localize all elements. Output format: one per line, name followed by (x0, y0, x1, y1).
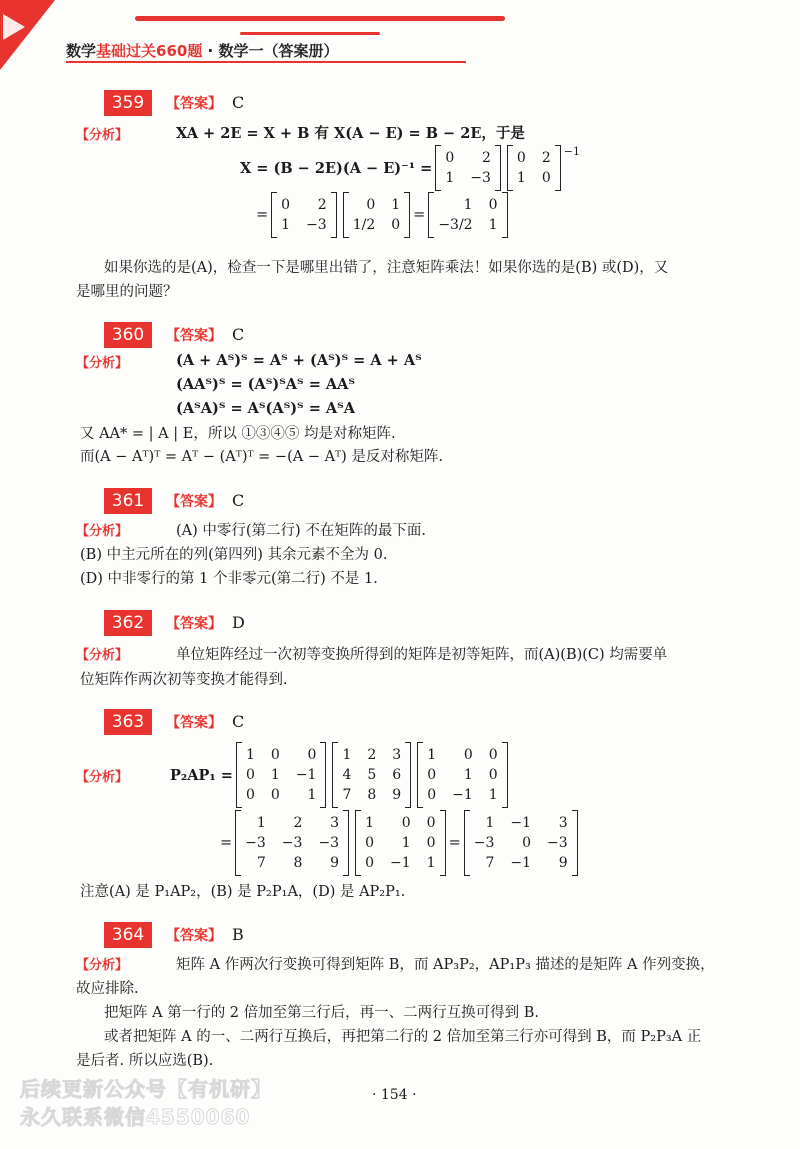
matrix (464, 810, 578, 876)
matrix-row (238, 814, 346, 832)
matrix-entry: 0 (488, 767, 498, 783)
matrix-entry: 0 (270, 787, 280, 803)
matrix-entry: 9 (392, 787, 402, 803)
matrix-entry: 4 (342, 767, 352, 783)
matrix (235, 810, 349, 876)
matrix-entry: 0 (488, 197, 498, 213)
matrix-entry: −3 (470, 170, 491, 186)
q360-line3: (AᵀA)ᵀ = Aᵀ(Aᵀ)ᵀ = AᵀA (176, 400, 355, 417)
analysis-label: 【分析】 (76, 524, 129, 539)
matrix (435, 145, 501, 191)
question-number-badge: 360 (104, 322, 152, 348)
matrix-row (420, 746, 504, 764)
matrix-row (239, 746, 323, 764)
matrix-entry: 0 (445, 150, 455, 166)
q361-line3: (D) 中非零行的第 1 个非零元(第二行) 不是 1. (80, 571, 378, 587)
matrix-entry: 3 (392, 747, 402, 763)
answer-label: 【答案】 (166, 616, 222, 632)
matrix-entry: 0 (426, 815, 436, 831)
question-360-heading (104, 322, 244, 348)
q360-line1: (A + Aᵀ)ᵀ = Aᵀ + (Aᵀ)ᵀ = A + Aᵀ (176, 352, 422, 369)
matrix-row (346, 216, 407, 234)
equals-sign: = (448, 835, 461, 851)
matrix-entry: −1 (510, 815, 531, 831)
running-header (66, 40, 338, 61)
header-title-book: 基础过关660题 (96, 42, 203, 60)
matrix-entry: 0 (365, 855, 374, 871)
matrix-row (438, 149, 498, 167)
answer-label: 【答案】 (166, 494, 222, 510)
q363-line1 (170, 742, 511, 808)
equals-sign: = (220, 835, 233, 851)
q359-paragraph-2: 是哪里的问题？ (76, 284, 178, 300)
matrix-row (438, 169, 498, 187)
matrix-entry: 0 (488, 747, 498, 763)
matrix-entry: 1 (391, 197, 401, 213)
matrix-entry: −1 (390, 855, 411, 871)
question-359-heading (104, 90, 244, 116)
matrix-entry: 0 (516, 150, 526, 166)
question-363-heading (104, 709, 244, 735)
header-title-volume: · 数学一（答案册） (202, 42, 339, 60)
question-number-badge: 359 (104, 90, 152, 116)
matrix-entry: 1 (256, 815, 266, 831)
q361-line1: (A) 中零行(第二行) 不在矩阵的最下面. (176, 523, 426, 539)
question-number-badge: 364 (104, 922, 152, 948)
matrix-entry: 1 (445, 170, 455, 186)
matrix-entry: 0 (401, 815, 411, 831)
matrix-entry: 8 (367, 787, 377, 803)
matrix-entry: 1 (426, 855, 436, 871)
matrix-entry: 1 (245, 747, 255, 763)
q361-line2: (B) 中主元所在的列(第四列) 其余元素不全为 0. (80, 547, 388, 563)
matrix-entry: −1 (452, 787, 473, 803)
matrix-row (335, 746, 408, 764)
answer-label: 【答案】 (166, 928, 222, 944)
matrix-entry: 2 (541, 150, 551, 166)
matrix-entry: −3/2 (438, 217, 473, 233)
matrix-entry: −3 (281, 835, 303, 851)
matrix-entry: −1 (295, 767, 317, 783)
matrix-row (420, 786, 504, 804)
matrix (236, 742, 326, 808)
matrix-row (431, 196, 504, 214)
analysis-label: 【分析】 (76, 128, 129, 143)
matrix (355, 810, 445, 876)
matrix-row (510, 169, 558, 187)
q360-line4: 又 AA* = | A | E，所以 ①③④⑤ 均是对称矩阵. (80, 426, 396, 442)
matrix-entry: −3 (473, 835, 495, 851)
matrix-entry: 0 (245, 787, 255, 803)
matrix-entry: 2 (367, 747, 377, 763)
matrix (271, 192, 337, 238)
equals-sign: = (256, 207, 269, 223)
matrix-entry: −3 (547, 835, 568, 851)
question-number-badge: 361 (104, 488, 152, 514)
matrix-row (420, 766, 504, 784)
matrix-row (358, 854, 442, 872)
answer-label: 【答案】 (166, 715, 222, 731)
matrix-entry: 0 (541, 170, 551, 186)
matrix-entry: −3 (245, 835, 266, 851)
matrix-row (239, 766, 323, 784)
matrix (428, 192, 507, 238)
question-362-heading (104, 610, 245, 636)
matrix-entry: 1 (401, 835, 411, 851)
answer-value: C (232, 93, 245, 112)
q359-line1: XA + 2E = X + B 有 X(A − E) = B − 2E，于是 (176, 125, 525, 142)
matrix-entry: 0 (366, 197, 376, 213)
matrix-entry: 0 (307, 747, 317, 763)
matrix-entry: 7 (256, 855, 266, 871)
analysis-label: 【分析】 (76, 770, 129, 785)
matrix (343, 192, 410, 238)
q364-line4: 或者把矩阵 A 的一、二两行互换后，再把第二行的 2 倍加至第三行亦可得到 B，而 P₂P₃A 正 (104, 1029, 702, 1045)
matrix-row (238, 854, 346, 872)
matrix-entry: 1 (307, 787, 317, 803)
equals-sign: = (413, 207, 426, 223)
matrix-entry: 1 (427, 747, 437, 763)
answer-label: 【答案】 (166, 328, 222, 344)
q359-line2 (240, 145, 580, 191)
page-number: · 154 · (372, 1087, 417, 1103)
matrix-entry: 1 (488, 787, 498, 803)
matrix-entry: 7 (342, 787, 352, 803)
matrix-entry: 1 (270, 767, 280, 783)
matrix-entry: 1 (342, 747, 352, 763)
question-361-heading (104, 488, 244, 514)
matrix-entry: −3 (306, 217, 327, 233)
question-364-heading (104, 922, 244, 948)
q363-note: 注意(A) 是 P₁AP₂，(B) 是 P₂P₁A，(D) 是 AP₂P₁. (80, 884, 406, 900)
q364-line5: 是后者. 所以应选(B). (76, 1053, 214, 1069)
matrix-row (467, 814, 575, 832)
matrix-entry: 7 (485, 855, 495, 871)
matrix-row (510, 149, 558, 167)
header-rule (66, 61, 466, 63)
matrix-entry: 2 (317, 197, 327, 213)
q359-paragraph-1: 如果你选的是(A)，检查一下是哪里出错了，注意矩阵乘法！如果你选的是(B) 或(D)，又 (104, 260, 669, 276)
matrix-entry: 0 (270, 747, 280, 763)
q362-line1: 单位矩阵经过一次初等变换所得到的矩阵是初等矩阵，而(A)(B)(C) 均需要单 (176, 647, 668, 663)
q360-line5: 而(A − Aᵀ)ᵀ = Aᵀ − (Aᵀ)ᵀ = −(A − Aᵀ) 是反对称矩阵. (80, 449, 444, 465)
question-number-badge: 363 (104, 709, 152, 735)
header-title-part: 数学 (66, 42, 97, 60)
question-number-badge: 362 (104, 610, 152, 636)
matrix-entry: 8 (293, 855, 303, 871)
q363-lhs: P₂AP₁ = (170, 766, 233, 784)
play-icon (3, 14, 25, 40)
matrix-entry: 1 (488, 217, 498, 233)
q364-line1: 矩阵 A 作两次行变换可得到矩阵 B，而 AP₃P₂，AP₁P₃ 描述的是矩阵 A 作列变换， (176, 957, 715, 973)
matrix (507, 145, 561, 191)
matrix-entry: 3 (330, 815, 340, 831)
q364-line3: 把矩阵 A 第一行的 2 倍加至第三行后，再一、二两行互换可得到 B. (104, 1005, 540, 1021)
matrix-row (239, 786, 323, 804)
matrix (417, 742, 507, 808)
matrix-row (335, 786, 408, 804)
matrix-entry: 0 (427, 767, 437, 783)
matrix-entry: 0 (426, 835, 436, 851)
matrix (332, 742, 411, 808)
answer-value: B (232, 925, 244, 944)
matrix-row (274, 196, 334, 214)
analysis-label: 【分析】 (76, 958, 129, 973)
q364-line2: 故应排除. (76, 981, 139, 997)
matrix-entry: 0 (281, 197, 291, 213)
answer-value: C (232, 325, 245, 344)
matrix-entry: 1 (485, 815, 495, 831)
matrix-entry: 0 (463, 747, 473, 763)
matrix-entry: 1 (281, 217, 291, 233)
matrix-entry: 0 (391, 217, 401, 233)
matrix-entry: 0 (427, 787, 437, 803)
analysis-label: 【分析】 (76, 356, 129, 371)
matrix-row (238, 834, 346, 852)
matrix-entry: 0 (522, 835, 531, 851)
header-stripe (135, 16, 505, 21)
matrix-entry: 1 (516, 170, 526, 186)
matrix-entry: −3 (318, 835, 340, 851)
matrix-row (346, 196, 407, 214)
matrix-row (467, 834, 575, 852)
q360-line2: (AAᵀ)ᵀ = (Aᵀ)ᵀAᵀ = AAᵀ (176, 376, 355, 393)
matrix-entry: 1 (365, 815, 374, 831)
q363-line2 (220, 810, 581, 876)
q359-lhs: X = (B − 2E)(A − E)⁻¹ = (240, 159, 433, 177)
matrix-row (467, 854, 575, 872)
matrix-entry: 6 (392, 767, 402, 783)
header-stripe-short (240, 32, 380, 35)
matrix-row (274, 216, 334, 234)
q359-line3 (256, 192, 511, 238)
matrix-entry: 5 (367, 767, 377, 783)
matrix-entry: 1 (463, 767, 473, 783)
matrix-entry: 1/2 (352, 217, 376, 233)
matrix-row (335, 766, 408, 784)
answer-value: C (232, 712, 245, 731)
matrix-entry: 9 (558, 855, 568, 871)
matrix-row (431, 216, 504, 234)
matrix-entry: 2 (293, 815, 303, 831)
matrix-entry: 3 (558, 815, 568, 831)
watermark-line-1: 后续更新公众号【有机研】 (20, 1077, 272, 1101)
matrix-entry: −1 (510, 855, 531, 871)
watermark-line-2: 永久联系微信4550060 (20, 1105, 251, 1129)
answer-label: 【答案】 (166, 96, 222, 112)
matrix-entry: 9 (330, 855, 340, 871)
answer-value: C (232, 491, 245, 510)
q362-line2: 位矩阵作两次初等变换才能得到. (80, 672, 288, 688)
inverse-superscript: −1 (563, 145, 580, 158)
answer-value: D (232, 613, 245, 632)
analysis-label: 【分析】 (76, 648, 129, 663)
matrix-row (358, 834, 442, 852)
matrix-entry: 1 (463, 197, 473, 213)
matrix-entry: 0 (365, 835, 374, 851)
matrix-entry: 0 (245, 767, 255, 783)
matrix-entry: 2 (481, 150, 491, 166)
matrix-row (358, 814, 442, 832)
